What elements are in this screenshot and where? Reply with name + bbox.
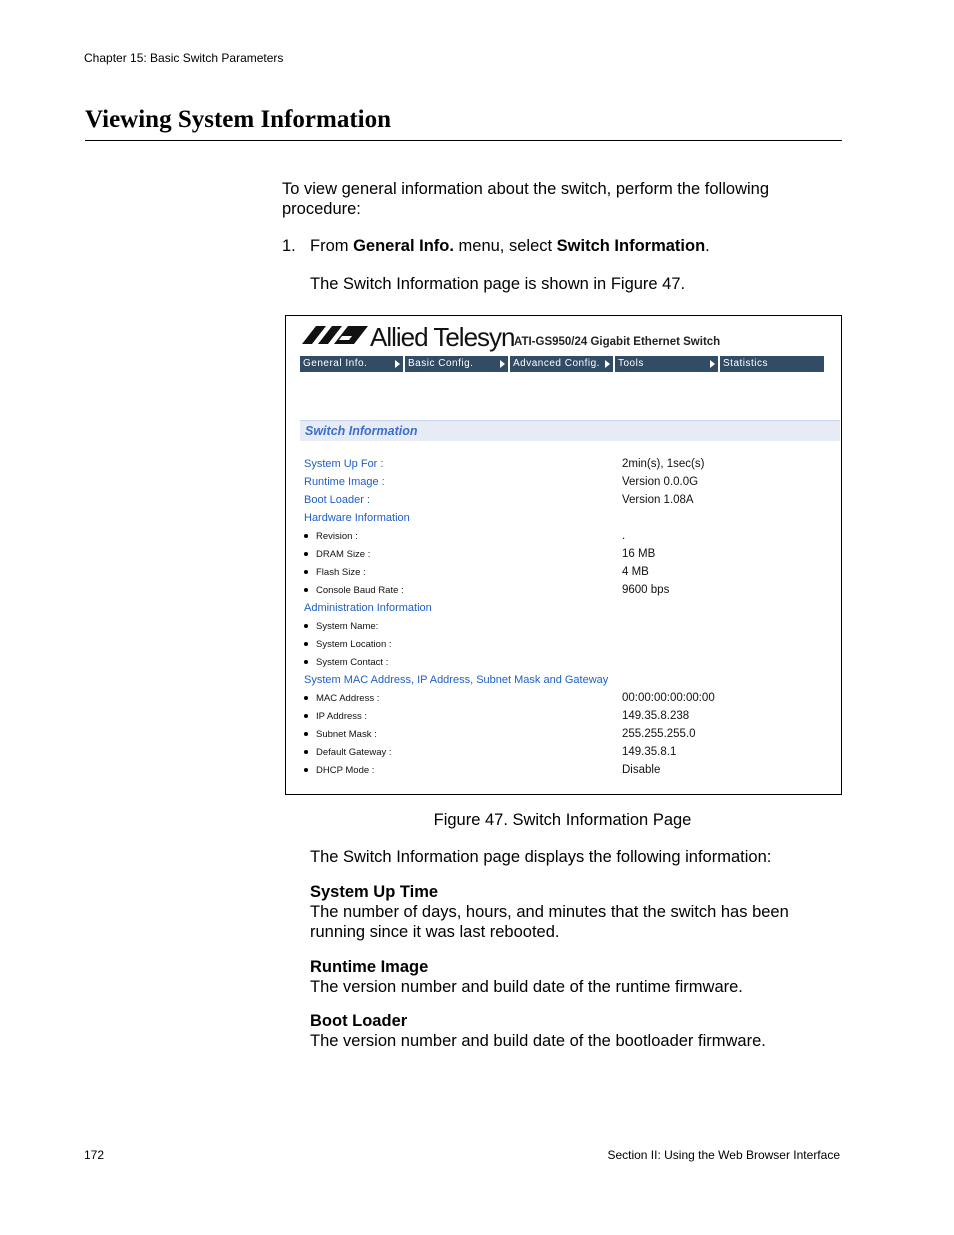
ip-address-value: 149.35.8.238 [622,710,690,722]
term-description: The version number and build date of the runtime firmware. [310,978,743,996]
switch-information-figure [285,315,842,795]
item-label: Default Gateway : [316,747,392,758]
admin-item [304,639,392,650]
item-label: MAC Address : [316,693,380,704]
main-menu-bar [300,356,824,372]
bullet-icon [304,552,308,556]
bullet-icon [304,624,308,628]
bullet-icon [304,768,308,772]
term-runtime-image [310,957,830,997]
term-heading: Boot Loader [310,1012,408,1030]
menu-label: Statistics [723,358,769,369]
network-item [304,747,392,758]
boot-loader-label: Boot Loader : [304,494,371,506]
network-item [304,765,374,776]
menu-advanced-config[interactable] [510,356,613,372]
term-description: The number of days, hours, and minutes that the switch has been running since it was last rebooted. [310,903,789,941]
page-title: Viewing System Information [85,106,392,133]
term-description: The version number and build date of the bootloader firmware. [310,1032,766,1050]
figure-caption: Figure 47. Switch Information Page [433,811,692,829]
dhcp-mode-value: Disable [622,764,661,776]
baud-rate-value: 9600 bps [622,584,670,596]
term-boot-loader [310,1011,830,1051]
runtime-image-label: Runtime Image : [304,476,385,488]
bullet-icon [304,570,308,574]
runtime-image-value: Version 0.0.0G [622,476,699,488]
allied-telesyn-logo-icon [302,324,368,346]
section-header [300,420,840,441]
menu-arrow-icon [500,360,505,368]
bullet-icon [304,660,308,664]
title-rule [85,140,842,141]
admin-item [304,621,378,632]
footer-section: Section II: Using the Web Browser Interface [607,1148,840,1162]
gateway-value: 149.35.8.1 [622,746,677,758]
item-label: DHCP Mode : [316,765,375,776]
menu-general-info[interactable] [300,356,403,372]
menu-arrow-icon [605,360,610,368]
item-label: System Name: [316,621,379,632]
network-info-heading: System MAC Address, IP Address, Subnet Mask and Gateway [304,674,609,686]
bullet-icon [304,696,308,700]
item-label: DRAM Size : [316,549,371,560]
step-note: The Switch Information page is shown in Figure 47. [310,275,686,293]
item-label: IP Address : [316,711,368,722]
item-label: Revision : [316,531,358,542]
admin-info-heading: Administration Information [304,602,432,614]
network-item [304,729,377,740]
menu-label: Advanced Config. [513,358,600,369]
hardware-item [304,531,358,542]
item-label: Subnet Mask : [316,729,377,740]
admin-item [304,657,388,668]
hardware-item [304,549,370,560]
description-intro: The Switch Information page displays the following information: [310,848,772,866]
step-text-mid: menu, select [453,237,557,255]
page-number: 172 [84,1148,105,1162]
brand-name: Allied Telesyn [370,322,515,352]
product-model: ATI-GS950/24 Gigabit Ethernet Switch [514,336,721,348]
step-text-post: . [705,237,710,255]
term-system-up-time [310,882,830,942]
term-heading: System Up Time [310,883,439,901]
chapter-header: Chapter 15: Basic Switch Parameters [84,51,284,65]
step-number: 1. [282,237,296,255]
menu-arrow-icon [710,360,715,368]
mac-address-value: 00:00:00:00:00:00 [622,692,715,704]
item-label: Flash Size : [316,567,366,578]
menu-tools[interactable] [615,356,718,372]
menu-basic-config[interactable] [405,356,508,372]
network-item [304,693,379,704]
bullet-icon [304,588,308,592]
intro-paragraph: To view general information about the switch, perform the following procedure: [282,180,769,218]
menu-label: Tools [618,358,644,369]
network-item [304,711,367,722]
menu-label: General Info. [303,358,368,369]
menu-label: Basic Config. [408,358,474,369]
revision-value: . [622,530,626,542]
bullet-icon [304,534,308,538]
hardware-info-heading: Hardware Information [304,512,410,524]
item-label: System Location : [316,639,392,650]
step-menu-item: Switch Information [556,237,706,255]
step-text-pre: From [310,237,354,255]
system-up-label: System Up For : [304,458,384,470]
hardware-item [304,567,366,578]
item-label: System Contact : [316,657,389,668]
bullet-icon [304,750,308,754]
procedure-step-1 [282,236,822,256]
subnet-mask-value: 255.255.255.0 [622,728,696,740]
boot-loader-value: Version 1.08A [622,494,694,506]
dram-size-value: 16 MB [622,548,656,560]
bullet-icon [304,642,308,646]
bullet-icon [304,714,308,718]
item-label: Console Baud Rate : [316,585,404,596]
section-title: Switch Information [305,424,418,438]
hardware-item [304,585,404,596]
menu-statistics[interactable] [720,356,824,372]
system-up-value: 2min(s), 1sec(s) [622,458,705,470]
flash-size-value: 4 MB [622,566,649,578]
bullet-icon [304,732,308,736]
menu-arrow-icon [395,360,400,368]
term-heading: Runtime Image [310,958,429,976]
step-menu-name: General Info. [353,237,454,255]
